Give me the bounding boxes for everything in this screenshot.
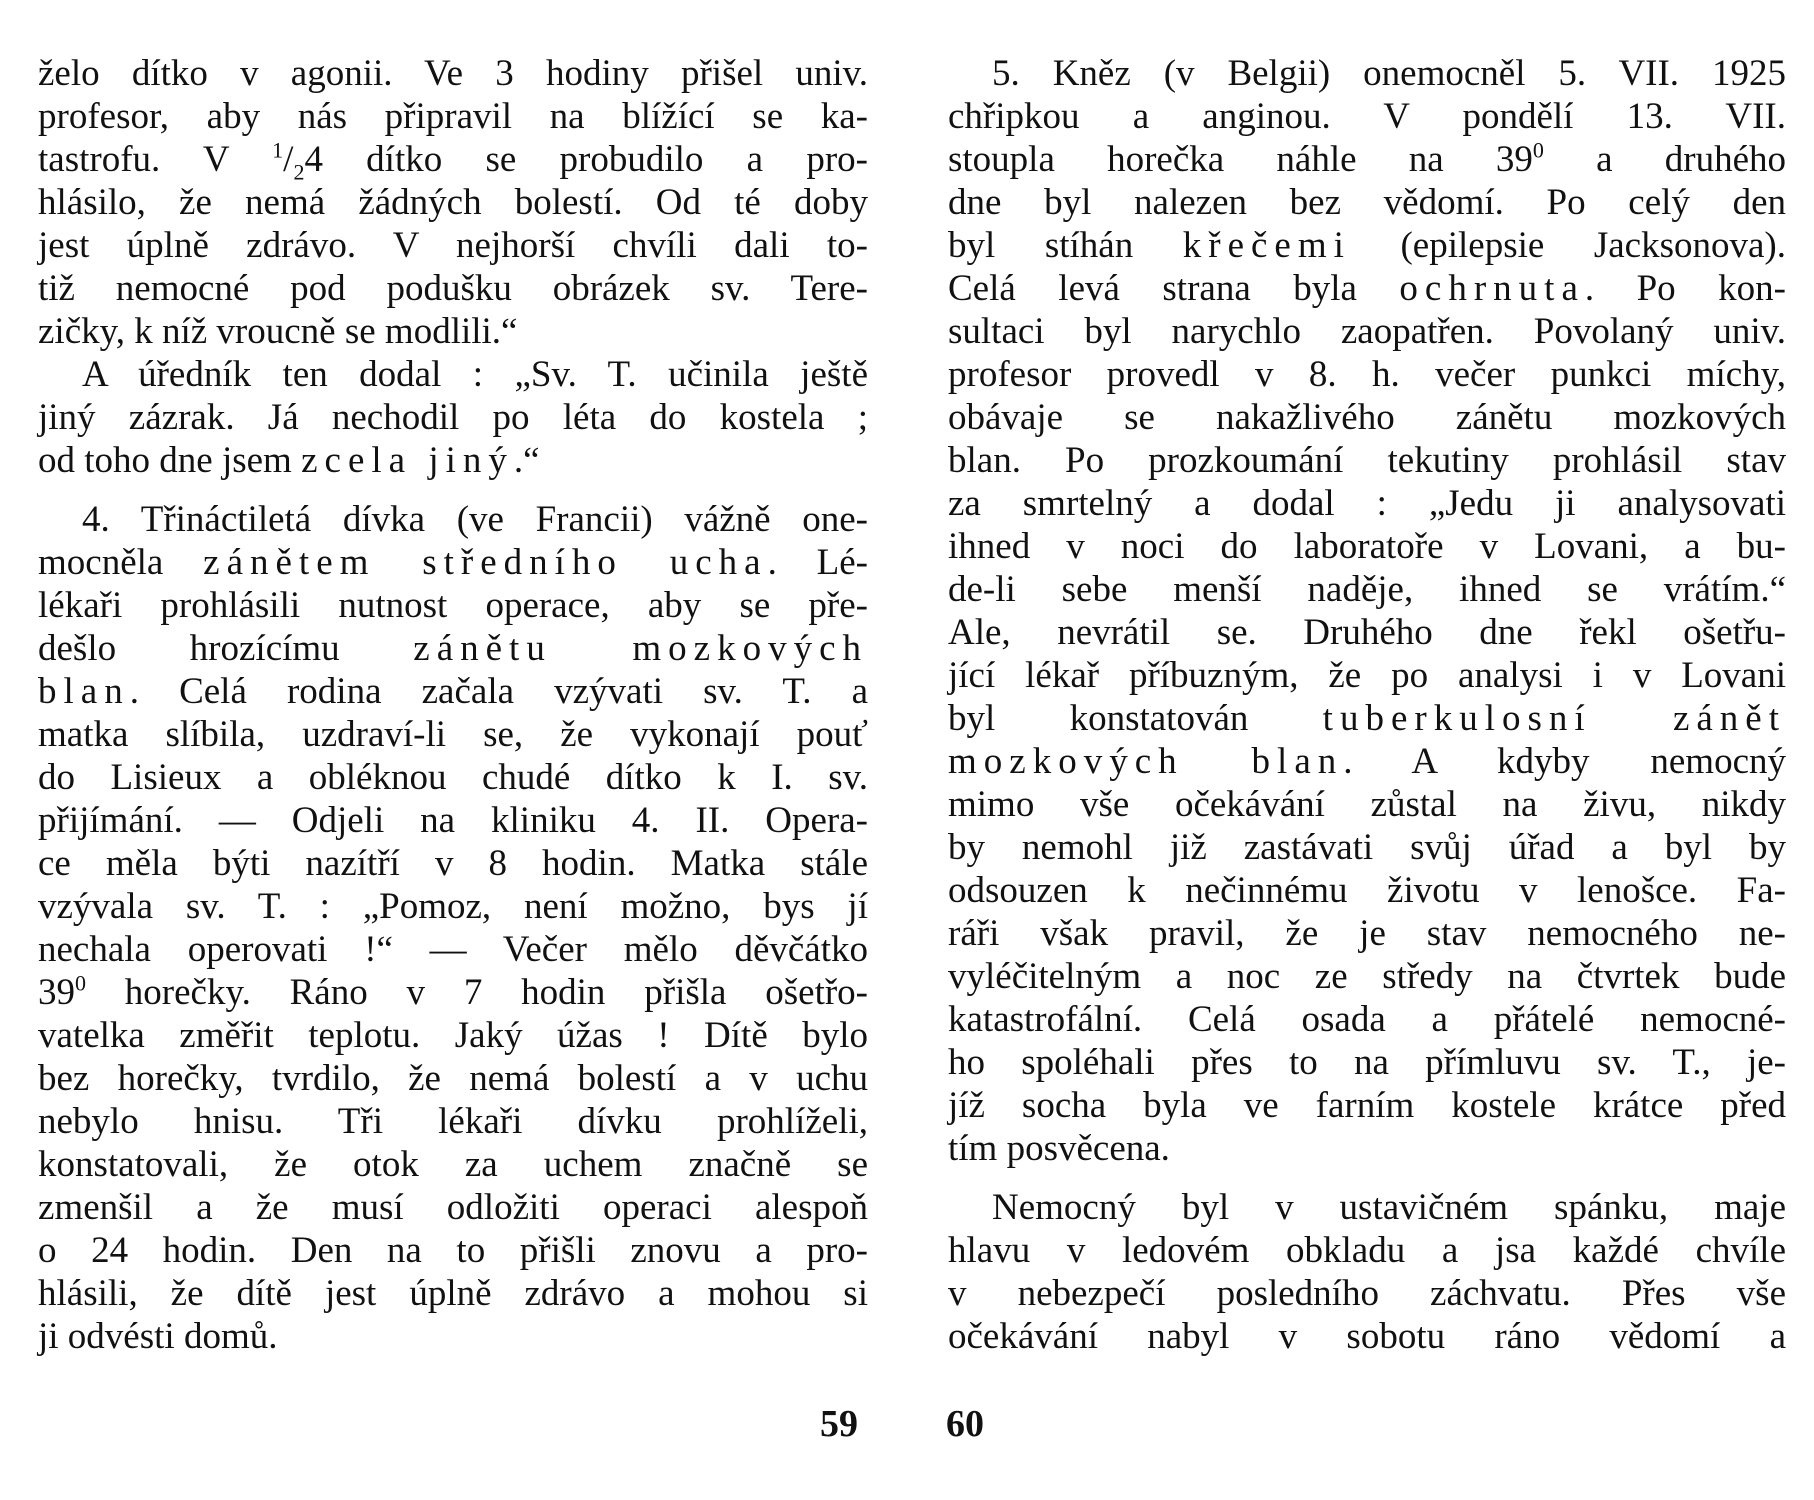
text-line: bez horečky, tvrdilo, že nemá bolestí a v uchu <box>38 1058 868 1099</box>
text-span: . Lé- <box>767 542 869 583</box>
text-span: (epilepsie Jacksonova). <box>1350 225 1786 266</box>
text-line: nebylo hnisu. Tři lékaři dívku prohlíželi, <box>38 1101 868 1142</box>
text-span: . A kdyby nemocný <box>1343 741 1787 782</box>
fraction-slash: / <box>283 139 294 180</box>
text-span: stoupla horečka náhle na 39 <box>948 139 1533 180</box>
text-line: očekávání nabyl v sobotu ráno vědomí a <box>948 1316 1786 1357</box>
text-span: . Celá rodina začala vzývati sv. T. a <box>129 671 868 712</box>
text-line: ihned v noci do laboratoře v Lovani, a bu- <box>948 526 1786 567</box>
text-line <box>948 697 1786 740</box>
text-line: zmenšil a že musí odložiti operaci alespoň <box>38 1187 868 1228</box>
text-line: odsouzen k nečinnému životu v lenošce. Fa- <box>948 870 1786 911</box>
text-line: blan. Po prozkoumání tekutiny prohlásil stav <box>948 440 1786 481</box>
text-line: tiž nemocné pod podušku obrázek sv. Tere- <box>38 268 868 309</box>
text-line <box>38 627 868 670</box>
text-span: byl stíhán <box>948 225 1183 266</box>
text-line: sultaci byl narychlo zaopatřen. Povolaný univ. <box>948 311 1786 352</box>
text-line: hlavu v ledovém obkladu a jsa každé chvíle <box>948 1230 1786 1271</box>
text-span: mocněla <box>38 542 204 583</box>
text-span: . Po kon- <box>1584 268 1786 309</box>
paragraph-gap <box>38 482 868 498</box>
text-line: nechala operovati !“ — Večer mělo děvčátko <box>38 929 868 970</box>
paragraph-gap <box>948 1170 1786 1186</box>
text-line: katastrofální. Celá osada a přátelé nemocné- <box>948 999 1786 1040</box>
text-line: Ale, nevrátil se. Druhého dne řekl ošetřu- <box>948 612 1786 653</box>
text-line: vyléčitelným a noc ze středy na čtvrtek bude <box>948 956 1786 997</box>
text-line: přijímání. — Odjeli na kliniku 4. II. Opera- <box>38 800 868 841</box>
text-line <box>948 267 1786 310</box>
text-line: jiný zázrak. Já nechodil po léta do kostela ; <box>38 397 868 438</box>
text-span: Celá levá strana byla <box>948 268 1400 309</box>
text-line: ce měla býti nazítří v 8 hodin. Matka stále <box>38 843 868 884</box>
text-span: 39 <box>38 972 75 1013</box>
text-span: byl konstatován <box>948 698 1323 739</box>
page-number-left: 59 <box>820 1403 858 1445</box>
text-line <box>38 541 868 584</box>
text-line: Nemocný byl v ustavičném spánku, maje <box>992 1187 1786 1228</box>
text-line: matka slíbila, uzdraví-li se, že vykonají pouť <box>38 714 868 755</box>
text-line: konstatovali, že otok za uchem značně se <box>38 1144 868 1185</box>
text-line: ho spoléhali přes to na přímluvu sv. T., je- <box>948 1042 1786 1083</box>
text-line <box>38 137 868 185</box>
text-line: profesor provedl v 8. h. večer punkci míchy, <box>948 354 1786 395</box>
text-line: želo dítko v agonii. Ve 3 hodiny přišel univ. <box>38 53 868 94</box>
text-line: za smrtelný a dodal : „Jedu ji analysovati <box>948 483 1786 524</box>
text-line: lékaři prohlásili nutnost operace, aby se pře- <box>38 585 868 626</box>
text-line: dne byl nalezen bez vědomí. Po celý den <box>948 182 1786 223</box>
degree-superscript: 0 <box>75 970 86 996</box>
text-line: chřipkou a anginou. V pondělí 13. VII. <box>948 96 1786 137</box>
fraction-denominator: 2 <box>293 159 305 185</box>
text-line: by nemohl již zastávati svůj úřad a byl by <box>948 827 1786 868</box>
text-line: do Lisieux a obléknou chudé dítko k I. sv. <box>38 757 868 798</box>
text-span: 4 dítko se probudilo a pro- <box>304 139 868 180</box>
text-line: vzývala sv. T. : „Pomoz, není možno, bys jí <box>38 886 868 927</box>
text-line: tím posvěcena. <box>948 1128 1170 1169</box>
text-line: mimo vše očekávání zůstal na živu, nikdy <box>948 784 1786 825</box>
text-line: profesor, aby nás připravil na blížící se ka- <box>38 96 868 137</box>
degree-superscript: 0 <box>1532 137 1544 163</box>
text-span: a druhého <box>1543 139 1786 180</box>
text-line: jící lékař příbuzným, že po analysi i v Lovani <box>948 655 1786 696</box>
text-line: jíž socha byla ve farním kostele krátce před <box>948 1085 1786 1126</box>
spaced-emphasis: mozkových blan <box>948 741 1344 782</box>
text-line: o 24 hodin. Den na to přišli znovu a pro- <box>38 1230 868 1271</box>
text-line <box>38 670 868 713</box>
spaced-emphasis: zánětem středního ucha <box>203 542 768 583</box>
right-page <box>948 52 1786 1358</box>
spaced-emphasis: křečemi <box>1182 225 1351 266</box>
text-line: hlásilo, že nemá žádných bolestí. Od té doby <box>38 182 868 223</box>
spaced-emphasis: zcela jiný <box>301 440 514 481</box>
text-span: tastrofu. V <box>38 139 273 180</box>
text-span: od toho dne jsem <box>38 440 302 481</box>
spaced-emphasis: blan <box>38 671 130 712</box>
text-line <box>38 971 868 1014</box>
text-span: .“ <box>513 440 540 481</box>
text-line: ji odvésti domů. <box>38 1316 278 1357</box>
text-line: obávaje se nakažlivého zánětu mozkových <box>948 397 1786 438</box>
text-line: ráři však pravil, že je stav nemocného ne- <box>948 913 1786 954</box>
text-line: vatelka změřit teplotu. Jaký úžas ! Dítě bylo <box>38 1015 868 1056</box>
text-line: zičky, k níž vroucně se modlili.“ <box>38 311 518 352</box>
spaced-emphasis: tuberkulosní zánět <box>1322 698 1786 739</box>
text-line <box>948 740 1786 783</box>
text-line: v nebezpečí posledního záchvatu. Přes vše <box>948 1273 1786 1314</box>
text-line <box>948 224 1786 267</box>
text-line: jest úplně zdrávo. V nejhorší chvíli dali to- <box>38 225 868 266</box>
left-page <box>38 52 868 1358</box>
text-span: dešlo hrozícímu <box>38 628 414 669</box>
text-line <box>38 439 868 482</box>
text-line: 5. Kněz (v Belgii) onemocněl 5. VII. 1925 <box>992 53 1786 94</box>
text-line: A úředník ten dodal : „Sv. T. učinila ještě <box>82 354 868 395</box>
text-line <box>948 138 1786 181</box>
text-span: horečky. Ráno v 7 hodin přišla ošetřo- <box>86 972 868 1013</box>
fraction-numerator: 1 <box>272 137 284 163</box>
text-line: 4. Třináctiletá dívka (ve Francii) vážně one- <box>82 499 868 540</box>
text-line: de-li sebe menší naděje, ihned se vrátím.“ <box>948 569 1786 610</box>
text-line: hlásili, že dítě jest úplně zdrávo a mohou si <box>38 1273 868 1314</box>
spaced-emphasis: zánětu mozkových <box>413 628 869 669</box>
spaced-emphasis: ochrnuta <box>1399 268 1585 309</box>
page-number-right: 60 <box>946 1403 984 1445</box>
